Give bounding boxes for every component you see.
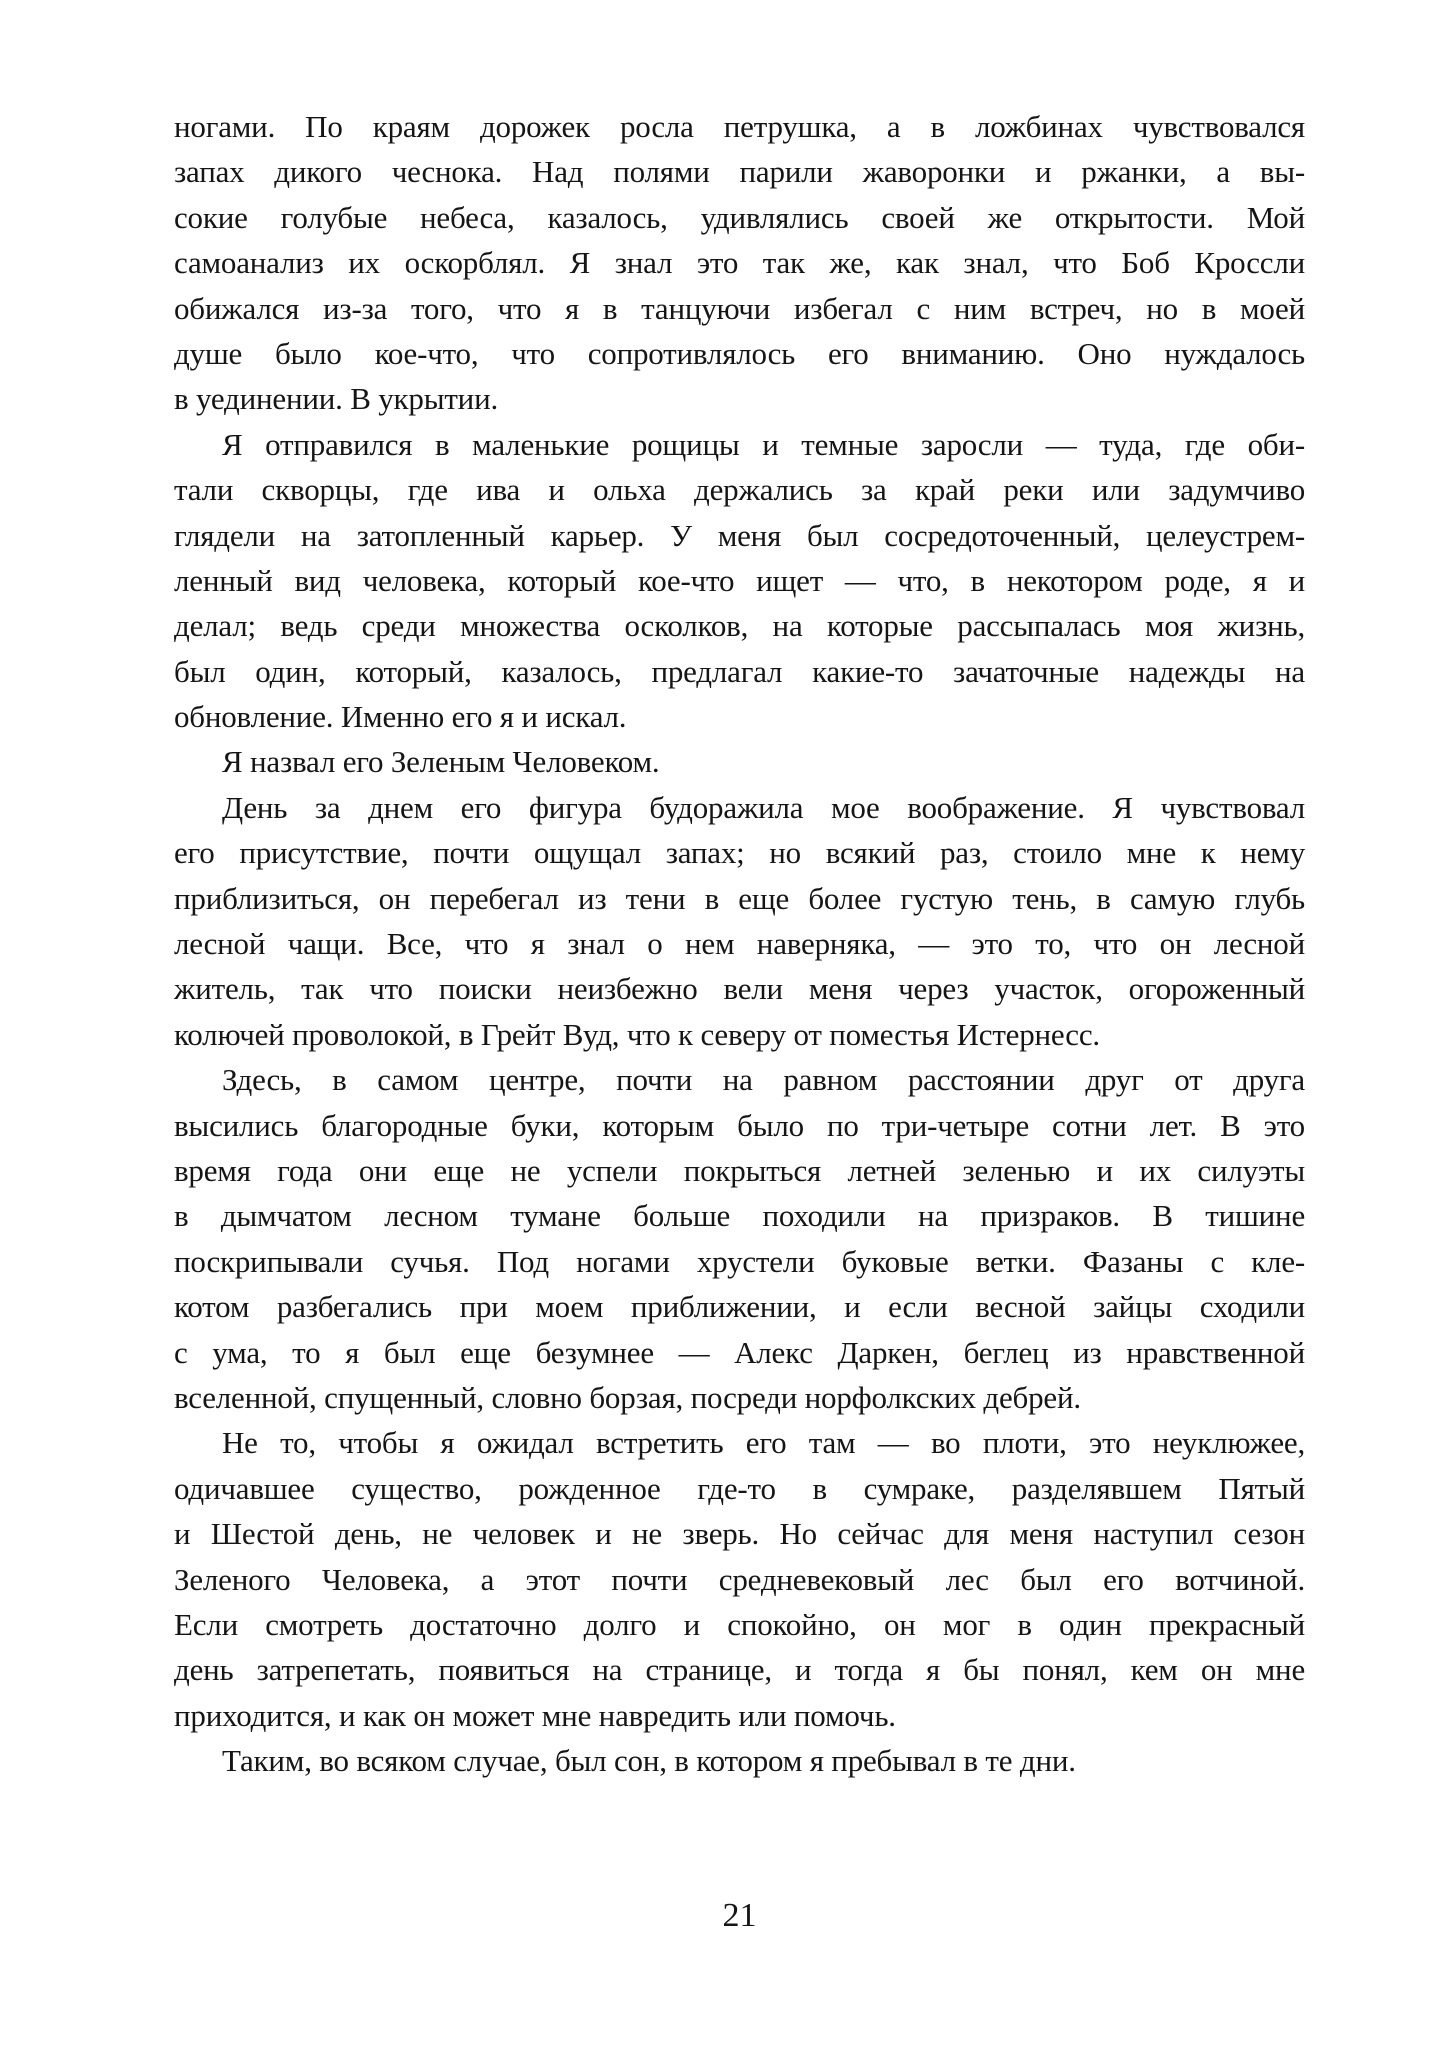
page-number: 21 (722, 1897, 757, 1934)
text-line: и Шестой день, не человек и не зверь. Но сейчас для меня наступил сезон (174, 1516, 1305, 1552)
text-line: глядели на затопленный карьер. У меня был сосредоточенный, целеустрем- (174, 517, 1305, 553)
text-line: Не то, чтобы я ожидал встретить его там — во плоти, это неуклюжее, (222, 1425, 1305, 1461)
text-line: время года они еще не успели покрыться летней зеленью и их силуэты (174, 1152, 1305, 1188)
paragraph (174, 1738, 1305, 1783)
text-line: душе было кое-что, что сопротивлялось его вниманию. Оно нуждалось (174, 335, 1305, 371)
paragraph (174, 1057, 1305, 1420)
text-line: в дымчатом лесном тумане больше походили на призраков. В тишине (174, 1198, 1305, 1234)
text-line: житель, так что поиски неизбежно вели меня через участок, огороженный (174, 971, 1305, 1007)
text-line: в уединении. В укрытии. (174, 381, 499, 417)
text-line: День за днем его фигура будоражила мое воображение. Я чувствовал (222, 789, 1305, 825)
text-line: Я отправился в маленькие рощицы и темные заросли — туда, где оби- (222, 426, 1305, 462)
text-line: тали скворцы, где ива и ольха держались за край реки или задумчиво (174, 472, 1305, 508)
text-line: день затрепетать, появиться на странице, и тогда я бы понял, кем он мне (174, 1652, 1305, 1688)
text-line: самоанализ их оскорблял. Я знал это так же, как знал, что Боб Кроссли (174, 245, 1305, 281)
paragraph (174, 422, 1305, 740)
text-line: Я назвал его Зеленым Человеком. (222, 744, 660, 780)
text-line: Зеленого Человека, а этот почти средневековый лес был его вотчиной. (174, 1561, 1305, 1597)
text-line: приходится, и как он может мне навредить или помочь. (174, 1697, 896, 1733)
text-line: с ума, то я был еще безумнее — Алекс Даркен, беглец из нравственной (174, 1334, 1305, 1370)
paragraph (174, 739, 1305, 784)
text-line: поскрипывали сучья. Под ногами хрустели буковые ветки. Фазаны с кле- (174, 1243, 1305, 1279)
text-line: Если смотреть достаточно долго и спокойно, он мог в один прекрасный (174, 1606, 1305, 1642)
text-line: приблизиться, он перебегал из тени в еще более густую тень, в самую глубь (174, 880, 1305, 916)
text-line: высились благородные буки, которым было по три-четыре сотни лет. В это (174, 1107, 1305, 1143)
text-line: колючей проволокой, в Грейт Вуд, что к северу от поместья Истернесс. (174, 1016, 1100, 1052)
text-line: Здесь, в самом центре, почти на равном расстоянии друг от друга (222, 1062, 1305, 1098)
paragraph (174, 1420, 1305, 1738)
text-line: лесной чащи. Все, что я знал о нем наверняка, — это то, что он лесной (174, 926, 1305, 962)
text-line: был один, который, казалось, предлагал какие-то зачаточные надежды на (174, 653, 1305, 689)
text-line: делал; ведь среди множества осколков, на которые рассыпалась моя жизнь, (174, 608, 1305, 644)
text-line: его присутствие, почти ощущал запах; но всякий раз, стоило мне к нему (174, 835, 1305, 871)
text-line: Таким, во всяком случае, был сон, в котором я пребывал в те дни. (222, 1743, 1076, 1779)
text-line: вселенной, спущенный, словно борзая, посреди норфолкских дебрей. (174, 1379, 1081, 1415)
text-line: котом разбегались при моем приближении, и если весной зайцы сходили (174, 1289, 1305, 1325)
text-line: сокие голубые небеса, казалось, удивлялись своей же открытости. Мой (174, 199, 1305, 235)
text-line: обновление. Именно его я и искал. (174, 699, 627, 735)
text-line: ногами. По краям дорожек росла петрушка, а в ложбинах чувствовался (174, 109, 1305, 144)
text-line: запах дикого чеснока. Над полями парили жаворонки и ржанки, а вы- (174, 154, 1305, 190)
paragraph (174, 785, 1305, 1057)
text-line: обижался из-за того, что я в танцуючи избегал с ним встреч, но в моей (174, 290, 1305, 326)
paragraph (174, 104, 1305, 422)
text-block (174, 104, 1305, 1783)
text-line: ленный вид человека, который кое-что ищет — что, в некотором роде, я и (174, 562, 1305, 598)
text-line: одичавшее существо, рожденное где-то в сумраке, разделявшем Пятый (174, 1470, 1305, 1506)
